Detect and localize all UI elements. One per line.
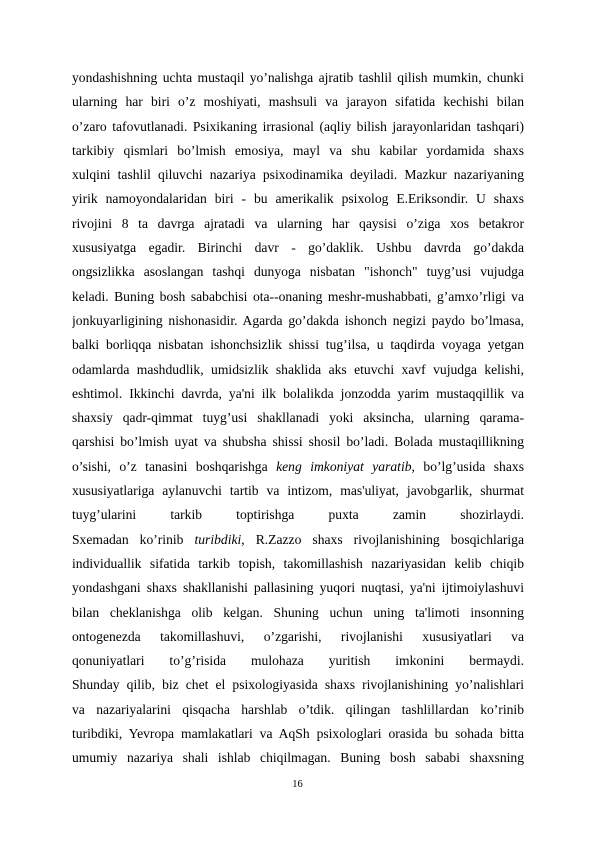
text-line-21: individuallik sifatida tarkib topish, takomillashish nazariyasidan kelib chiqib [72, 555, 524, 571]
text-line-13: odamlarda mashdudlik, umidsizlik shaklida aks etuvchi xavf vujudga kelishi, [72, 361, 524, 377]
text-line-22: yondashgani shaxs shakllanishi pallasining yuqori nuqtasi, ya'ni ijtimoiylashuvi [72, 580, 524, 596]
text-line-16: qarshisi bo’lmish uyat va shubsha shissi shosil bo’ladi. Bolada mustaqillikning [72, 434, 524, 450]
text-line-19: tuyg’ularini tarkib toptirishga puxta zamin shozirlaydi. [72, 507, 524, 523]
text-line-5: xulqini tashlil qiluvchi nazariya psixodinamika deyiladi. Mazkur nazariyaning [72, 167, 524, 183]
text-line-6: yirik namoyondalaridan biri - bu amerikalik psixolog E.Eriksondir. U shaxs [72, 191, 524, 207]
text-line-24: ontogenezda takomillashuvi, o’zgarishi, rivojlanishi xususiyatlari va [72, 628, 524, 644]
text-line-23: bilan cheklanishga olib kelgan. Shuning uchun uning ta'limoti insonning [72, 604, 524, 620]
text-line-20 [72, 528, 524, 552]
text-line-8: xususiyatga egadir. Birinchi davr - go’daklik. Ushbu davrda go’dakda [72, 240, 524, 256]
page-number: 16 [292, 779, 303, 790]
text-line-27: va nazariyalarini qisqacha harshlab o’tdik. qilingan tashlillardan ko’rinib [72, 701, 524, 717]
text-segment: Sxemadan ko’rinib [72, 531, 195, 547]
text-line-11: jonkuyarligining nishonasidir. Agarda go’dakda ishonch negizi paydo bo’lmasa, [72, 312, 524, 328]
text-segment: , bo’lg’usida shaxs [411, 458, 524, 474]
document-body [72, 66, 524, 771]
text-line-7: rivojini 8 ta davrga ajratadi va ularning har qaysisi o’ziga xos betakror [72, 215, 524, 231]
text-line-17 [72, 455, 524, 479]
text-line-2: ularning har biri o’z moshiyati, mashsuli va jarayon sifatida kechishi bilan [72, 94, 524, 110]
text-segment: o’sishi, o’z tanasini boshqarishga [72, 458, 277, 474]
text-line-10: keladi. Buning bosh sababchisi ota--onaning meshr-mushabbati, g’amxo’rligi va [72, 288, 524, 304]
text-line-12: balki borliqqa nisbatan ishonchsizlik shissi tug’ilsa, u taqdirda voyaga yetgan [72, 337, 524, 353]
text-line-29: umumiy nazariya shali ishlab chiqilmagan. Buning bosh sababi shaxsning [72, 750, 524, 766]
text-line-18: xususiyatlariga aylanuvchi tartib va intizom, mas'uliyat, javobgarlik, shurmat [72, 483, 524, 499]
text-line-28: turibdiki, Yevropa mamlakatlari va AqSh psixologlari orasida bu sohada bitta [72, 726, 524, 742]
text-line-15: shaxsiy qadr-qimmat tuyg’usi shakllanadi yoki aksincha, ularning qarama- [72, 410, 524, 426]
text-line-25: qonuniyatlari to’g’risida mulohaza yuritish imkonini bermaydi. [72, 653, 524, 669]
text-line-3: o’zaro tafovutlanadi. Psixikaning irrasional (aqliy bilish jarayonlaridan tashqari) [72, 118, 524, 134]
italic-phrase: keng imkoniyat yaratib [276, 458, 412, 474]
text-line-1: yondashishning uchta mustaqil yo’nalishga ajratib tashlil qilish mumkin, chunki [72, 70, 524, 85]
text-line-14: eshtimol. Ikkinchi davrda, ya'ni ilk bolalikda jonzodda yarim mustaqqillik va [72, 385, 524, 401]
text-line-26: Shunday qilib, biz chet el psixologiyasida shaxs rivojlanishining yo’nalishlari [72, 677, 524, 693]
text-line-4: tarkibiy qismlari bo’lmish emosiya, mayl va shu kabilar yordamida shaxs [72, 142, 524, 158]
text-segment: , R.Zazzo shaxs rivojlanishining bosqichlariga [241, 531, 524, 547]
text-line-9: ongsizlikka asoslangan tashqi dunyoga nisbatan "ishonch" tuyg’usi vujudga [72, 264, 524, 280]
italic-phrase: turibdiki [194, 531, 242, 547]
